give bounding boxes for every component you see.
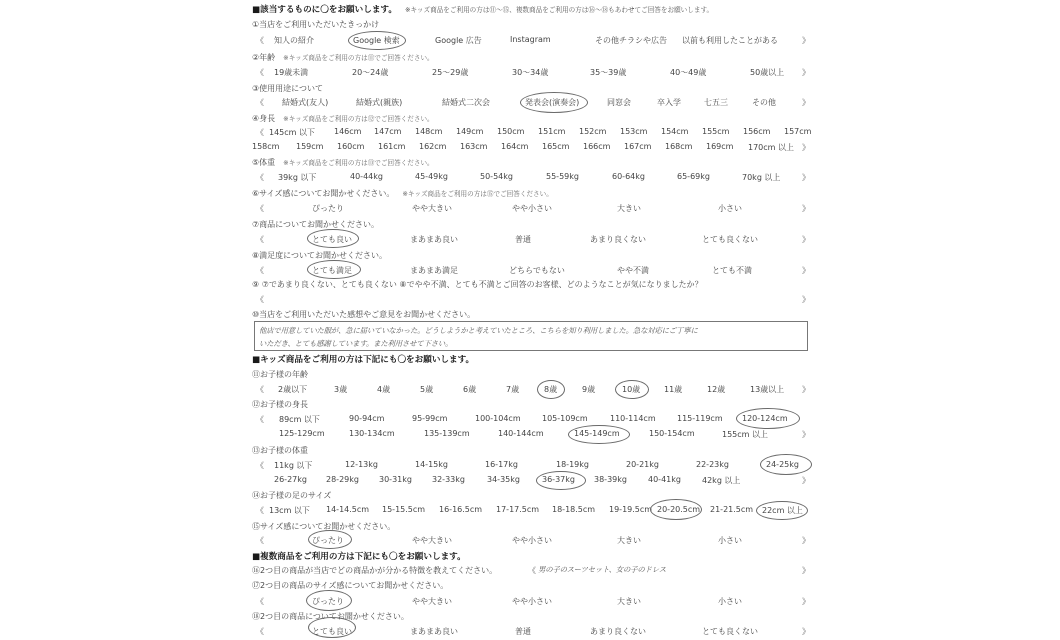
option[interactable]: やや不満 [617,266,649,275]
option[interactable]: 168cm [665,142,693,151]
option[interactable]: 12-13kg [345,460,378,469]
option[interactable]: やや小さい [512,597,552,606]
option[interactable]: 2歳以下 [278,385,308,394]
option-selected[interactable]: 24-25kg [766,460,799,469]
section-header-kids: ■キッズ商品をご利用の方は下記にも〇をお願いします。 [252,355,475,365]
option[interactable]: 105-109cm [542,414,588,423]
question-16: ⑯2つ目の商品が当店でどの商品かが分かる特徴を教えてください。 《 男の子のスーツセット、女の子のドレス 》 [252,565,810,575]
option[interactable]: 38-39kg [594,475,627,484]
question-11-options: 《 2歳以下 3歳 4歳 5歳 6歳 7歳 8歳 9歳 10歳 11歳 12歳 13歳以上 》 [252,384,812,396]
option[interactable]: とても良くない [702,627,758,636]
option-selected[interactable]: とても良い [312,235,352,244]
option[interactable]: 35〜39歳 [590,68,627,77]
option[interactable]: 39kg 以下 [278,173,317,182]
option[interactable]: 156cm [743,127,771,136]
option[interactable]: やや大きい [412,597,452,606]
handwritten-answer-line1: 他店で用意していた服が、急に届いていなかった。どうしようかと考えていたところ、こちらを知り利用しました。急な対応にご丁寧に [259,326,698,335]
option[interactable]: その他 [752,98,776,107]
question-5-options: 《 39kg 以下 40-44kg 45-49kg 50-54kg 55-59kg 60-64kg 65-69kg 70kg 以上 》 [256,172,810,182]
option[interactable]: 161cm [378,142,406,151]
option[interactable]: まあまあ良い [410,627,458,636]
option[interactable]: 90-94cm [349,414,385,423]
question-9-answer[interactable]: 《 》 [256,295,810,304]
question-3-label: ③使用用途について [252,84,324,93]
question-15-options: 《 ぴったり やや大きい やや小さい 大きい 小さい 》 [252,535,812,547]
option[interactable]: 結婚式二次会 [442,98,490,107]
option[interactable]: 知人の紹介 [274,36,314,45]
option-selected[interactable]: ぴったり [312,536,344,545]
option[interactable]: 50歳以上 [750,68,785,77]
option-selected[interactable]: 145-149cm [574,429,620,438]
handwritten-answer[interactable]: 男の子のスーツセット、女の子のドレス [538,565,666,574]
question-8-options: 《 とても満足 まあまあ満足 どちらでもない やや不満 とても不満 》 [252,265,812,277]
option[interactable]: 154cm [661,127,689,136]
option-selected[interactable]: とても良い [312,627,352,636]
option-selected[interactable]: 20-20.5cm [657,505,701,514]
question-17-options: 《 ぴったり やや大きい やや小さい 大きい 小さい 》 [252,596,812,608]
option[interactable]: 155cm 以上 [722,430,769,439]
option[interactable]: 14-14.5cm [326,505,370,514]
option[interactable]: 11歳 [664,385,683,394]
option[interactable]: 12歳 [707,385,726,394]
option[interactable]: 135-139cm [424,429,470,438]
option-selected[interactable]: 8歳 [544,385,558,394]
question-13-options-row1: 《 11kg 以下 12-13kg 14-15kg 16-17kg 18-19kg 20-21kg 22-23kg 24-25kg [252,460,812,472]
question-14-options: 《 13cm 以下 14-14.5cm 15-15.5cm 16-16.5cm 17-17.5cm 18-18.5cm 19-19.5cm 20-20.5cm 21-21.5cm 22cm 以上 [252,505,812,517]
option[interactable]: 65-69kg [677,172,710,181]
option[interactable]: 153cm [620,127,648,136]
option[interactable]: 150cm [497,127,525,136]
option[interactable]: 163cm [460,142,488,151]
option[interactable]: 25〜29歳 [432,68,469,77]
option[interactable]: 小さい [718,204,742,213]
option[interactable]: 小さい [718,597,742,606]
question-12-options-row1: 《 89cm 以下 90-94cm 95-99cm 100-104cm 105-109cm 110-114cm 115-119cm 120-124cm [252,414,812,426]
option[interactable]: 169cm [706,142,734,151]
option[interactable]: あまり良くない [590,627,646,636]
option[interactable]: 30-31kg [379,475,412,484]
option[interactable]: 卒入学 [657,98,681,107]
question-14-label: ⑭お子様の足のサイズ [252,491,332,500]
handwritten-answer-line2: いただき、とても感謝しています。また利用させて下さい。 [259,339,453,348]
option[interactable]: 32-33kg [432,475,465,484]
option[interactable]: 同窓会 [607,98,631,107]
option[interactable]: とても良くない [702,235,758,244]
option[interactable]: 155cm [702,127,730,136]
option[interactable]: その他チラシや広告 [595,36,667,45]
option[interactable]: やや小さい [512,204,552,213]
option[interactable]: 18-19kg [556,460,589,469]
option[interactable]: 60-64kg [612,172,645,181]
option[interactable]: 148cm [415,127,443,136]
option[interactable]: 50-54kg [480,172,513,181]
option[interactable]: 45-49kg [415,172,448,181]
option-selected[interactable]: 120-124cm [742,414,788,423]
question-8-label: ⑧満足度についてお聞かせください。 [252,251,388,260]
option[interactable]: 42kg 以上 [702,476,741,485]
question-11-label: ⑪お子様の年齢 [252,370,308,379]
option-selected[interactable]: 22cm 以上 [762,506,803,515]
option[interactable]: 115-119cm [677,414,723,423]
option[interactable]: 157cm [784,127,812,136]
option[interactable]: 大きい [617,597,641,606]
option[interactable]: 16-17kg [485,460,518,469]
option[interactable]: 40-44kg [350,172,383,181]
option[interactable]: 15-15.5cm [382,505,426,514]
option-selected[interactable]: Google 検索 [353,36,400,45]
option-selected[interactable]: とても満足 [312,266,352,275]
option[interactable]: 小さい [718,536,742,545]
option[interactable]: 21-21.5cm [710,505,754,514]
question-18-label: ⑱2つ目の商品についてお聞かせください。 [252,612,409,621]
option[interactable]: 3歳 [334,385,348,394]
option[interactable]: 150-154cm [649,429,695,438]
question-13-options-row2: 26-27kg 28-29kg 30-31kg 32-33kg 34-35kg 36-37kg 38-39kg 40-41kg 42kg 以上 》 [252,475,812,487]
option[interactable]: 110-114cm [610,414,656,423]
section-header-multiple: ■複数商品をご利用の方は下記にも〇をお願いします。 [252,552,466,562]
option[interactable]: 140-144cm [498,429,544,438]
question-1-label: ①当店をご利用いただいたきっかけ [252,20,380,29]
option[interactable]: 7歳 [506,385,520,394]
option[interactable]: 125-129cm [279,429,325,438]
question-16-label: ⑯2つ目の商品が当店でどの商品かが分かる特徴を教えてください。 [252,566,498,575]
option[interactable]: 164cm [501,142,529,151]
option[interactable]: 14-15kg [415,460,448,469]
option[interactable]: 大きい [617,204,641,213]
option-selected[interactable]: ぴったり [312,597,344,606]
question-3-options: 《 結婚式(友人) 結婚式(親族) 結婚式二次会 発表会(演奏会) 同窓会 卒入学 七五三 その他 》 [252,97,812,109]
question-2-label: ②年齢 ※キッズ商品をご利用の方は⑪でご回答ください。 [252,53,434,62]
option[interactable]: 17-17.5cm [496,505,540,514]
option[interactable]: 19歳未満 [274,68,309,77]
option[interactable]: 結婚式(友人) [282,98,329,107]
option[interactable]: 18-18.5cm [552,505,596,514]
option[interactable]: 七五三 [704,98,728,107]
question-12-options-row2: 125-129cm 130-134cm 135-139cm 140-144cm 145-149cm 150-154cm 155cm 以上 》 [252,429,812,441]
option[interactable]: 26-27kg [274,475,307,484]
question-10-label: ⑩当店をご利用いただいた感想やご意見をお聞かせください。 [252,310,476,319]
option[interactable]: 30〜34歳 [512,68,549,77]
option[interactable]: 40〜49歳 [670,68,707,77]
option[interactable]: 130-134cm [349,429,395,438]
option[interactable]: 20〜24歳 [352,68,389,77]
option[interactable]: 結婚式(親族) [356,98,403,107]
option[interactable]: 149cm [456,127,484,136]
option[interactable]: まあまあ満足 [410,266,458,275]
section-header-general: ■該当するものに〇をお願いします。 ※キッズ商品をご利用の方は⑪〜⑮、複数商品をご利用の方は⑯〜⑱もあわせてご回答をお願いします。 [252,5,714,15]
option[interactable]: 162cm [419,142,447,151]
question-18-options: 《 とても良い まあまあ良い 普通 あまり良くない とても良くない 》 [252,626,812,638]
survey-form [252,0,814,640]
option[interactable]: とても不満 [712,266,752,275]
option[interactable]: やや小さい [512,536,552,545]
question-1-options: 《 知人の紹介 Google 検索 Google 広告 Instagram その他チラシや広告 以前も利用したことがある 》 [252,35,812,47]
option[interactable]: やや大きい [412,536,452,545]
question-2-options: 《 19歳未満 20〜24歳 25〜29歳 30〜34歳 35〜39歳 40〜49歳 50歳以上 》 [256,68,810,77]
question-17-label: ⑰2つ目の商品のサイズ感についてお聞かせください。 [252,581,449,590]
option-selected[interactable]: 発表会(演奏会) [525,98,580,107]
option[interactable]: 13cm 以下 [269,506,310,515]
option[interactable]: 170cm 以上 [748,143,795,152]
option[interactable]: 普通 [515,235,531,244]
option[interactable]: 166cm [583,142,611,151]
option[interactable]: 13歳以上 [750,385,785,394]
option[interactable]: 159cm [296,142,324,151]
option[interactable]: 151cm [538,127,566,136]
option[interactable]: 55-59kg [546,172,579,181]
question-9-label: ⑨ ⑦であまり良くない、とても良くない ⑧でやや不満、とても不満とご回答のお客様、どのようなことが気になりましたか？ [252,280,703,289]
option[interactable]: ぴったり [312,204,344,213]
option[interactable]: 40-41kg [648,475,681,484]
option[interactable]: 146cm [334,127,362,136]
question-4-options-row1: 《 145cm 以下 146cm 147cm 148cm 149cm 150cm 151cm 152cm 153cm 154cm 155cm 156cm 157cm [256,127,812,137]
option[interactable]: 167cm [624,142,652,151]
question-5-label: ⑤体重 ※キッズ商品をご利用の方は⑬でご回答ください。 [252,158,434,167]
option[interactable]: 9歳 [582,385,596,394]
option-selected[interactable]: 10歳 [622,385,641,394]
option[interactable]: 4歳 [377,385,391,394]
option[interactable]: 6歳 [463,385,477,394]
option[interactable]: あまり良くない [590,235,646,244]
option[interactable]: 95-99cm [412,414,448,423]
option[interactable]: 100-104cm [475,414,521,423]
option[interactable]: 11kg 以下 [274,461,313,470]
option[interactable]: 165cm [542,142,570,151]
option[interactable]: 大きい [617,536,641,545]
option[interactable]: Google 広告 [435,36,482,45]
option[interactable]: まあまあ良い [410,235,458,244]
question-12-label: ⑫お子様の身長 [252,400,308,409]
option[interactable]: 70kg 以上 [742,173,781,182]
option[interactable]: 28-29kg [326,475,359,484]
option[interactable]: やや大きい [412,204,452,213]
question-15-label: ⑮サイズ感についてお聞かせください。 [252,522,396,531]
option[interactable]: 20-21kg [626,460,659,469]
option[interactable]: 89cm 以下 [279,415,320,424]
option[interactable]: 158cm [252,142,280,151]
option[interactable]: 以前も利用したことがある [682,36,778,45]
question-7-label: ⑦商品についてお聞かせください。 [252,220,380,229]
option[interactable]: どちらでもない [509,266,565,275]
question-6-options: 《 ぴったり やや大きい やや小さい 大きい 小さい 》 [256,204,810,213]
option[interactable]: 16-16.5cm [439,505,483,514]
option-selected[interactable]: 36-37kg [542,475,575,484]
question-4-options-row2: 158cm 159cm 160cm 161cm 162cm 163cm 164cm 165cm 166cm 167cm 168cm 169cm 170cm 以上 》 [252,142,810,152]
option[interactable]: 147cm [374,127,402,136]
option[interactable]: 152cm [579,127,607,136]
option[interactable]: 145cm 以下 [269,128,316,137]
option[interactable]: 19-19.5cm [609,505,653,514]
question-13-label: ⑬お子様の体重 [252,446,308,455]
option[interactable]: 34-35kg [487,475,520,484]
option[interactable]: 5歳 [420,385,434,394]
question-4-label: ④身長 ※キッズ商品をご利用の方は⑫でご回答ください。 [252,114,434,123]
option[interactable]: 22-23kg [696,460,729,469]
option[interactable]: Instagram [510,35,551,44]
comment-textbox[interactable] [254,321,808,351]
question-7-options: 《 とても良い まあまあ良い 普通 あまり良くない とても良くない 》 [252,234,812,246]
option[interactable]: 普通 [515,627,531,636]
option[interactable]: 160cm [337,142,365,151]
question-6-label: ⑥サイズ感についてお聞かせください。 ※キッズ商品をご利用の方は⑮でご回答ください。 [252,189,553,198]
